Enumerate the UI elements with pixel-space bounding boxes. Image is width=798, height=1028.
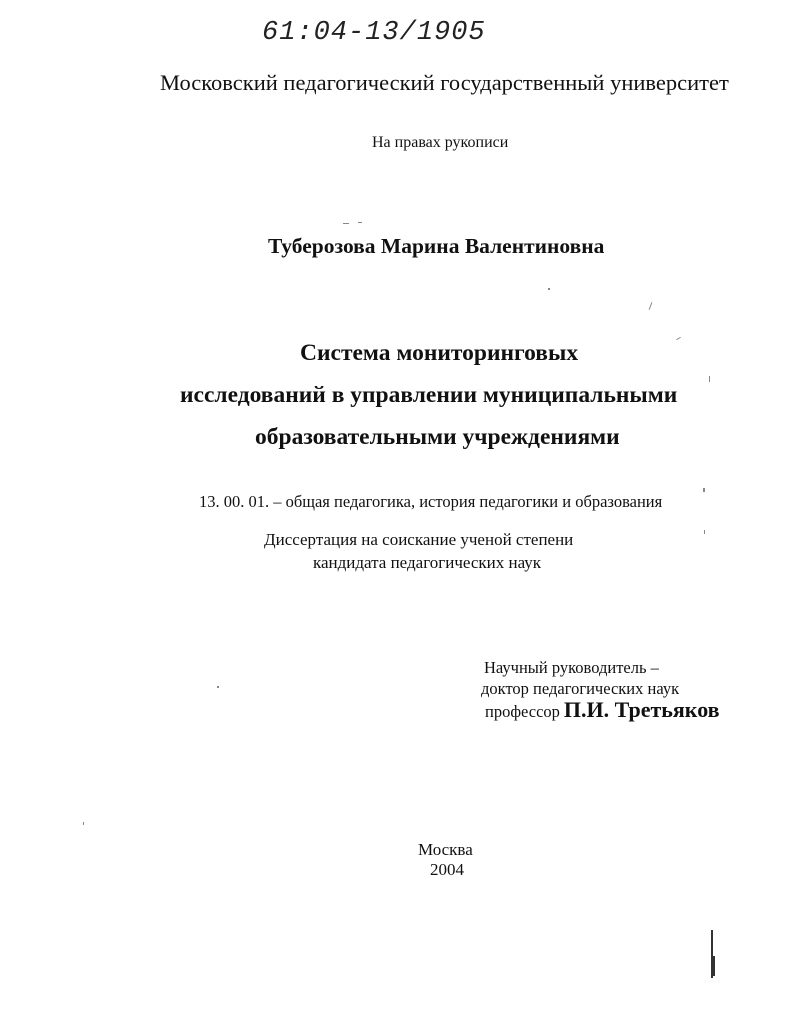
place: Москва bbox=[418, 840, 473, 859]
library-shelfmark: 61:04-13/1905 bbox=[262, 18, 486, 48]
supervisor-name: П.И. Третьяков bbox=[563, 697, 720, 722]
scan-speck bbox=[704, 530, 705, 534]
scan-speck bbox=[83, 822, 84, 825]
scan-edge-mark bbox=[713, 956, 715, 976]
year: 2004 bbox=[430, 860, 464, 879]
supervisor-line bbox=[485, 697, 720, 723]
scan-speck bbox=[703, 488, 705, 492]
scan-speck bbox=[676, 337, 681, 340]
scan-speck bbox=[649, 302, 653, 310]
degree-line-2: кандидата педагогических наук bbox=[313, 553, 542, 572]
degree-line-1: Диссертация на соискание ученой степени bbox=[264, 530, 574, 549]
university-name: Московский педагогический государственный университет bbox=[160, 70, 729, 95]
scan-speck bbox=[343, 223, 349, 224]
title-line-3: образовательными учреждениями bbox=[255, 424, 620, 450]
specialty-code: 13. 00. 01. – общая педагогика, история педагогики и образования bbox=[199, 492, 663, 511]
scan-speck bbox=[548, 288, 550, 290]
author-name: Туберозова Марина Валентиновна bbox=[268, 234, 605, 258]
title-line-2: исследований в управлении муниципальными bbox=[180, 382, 678, 408]
supervisor-rank: профессор bbox=[485, 702, 560, 721]
scan-speck bbox=[709, 376, 710, 382]
supervisor-degree: доктор педагогических наук bbox=[481, 679, 680, 698]
rights-note: На правах рукописи bbox=[372, 134, 509, 151]
supervisor-role: Научный руководитель – bbox=[484, 658, 659, 677]
scan-speck bbox=[217, 686, 219, 688]
title-line-1: Система мониторинговых bbox=[300, 340, 579, 366]
scan-speck bbox=[358, 222, 362, 223]
